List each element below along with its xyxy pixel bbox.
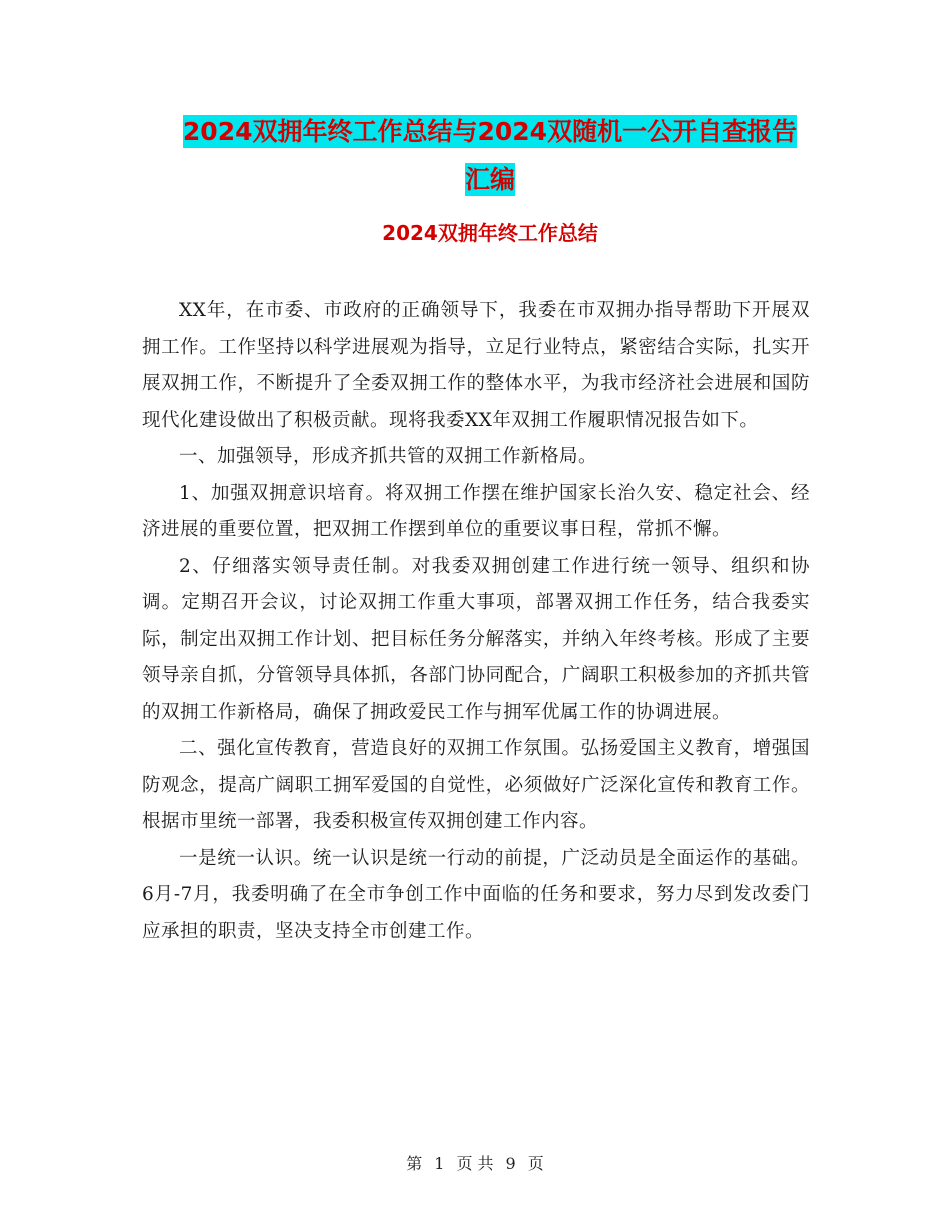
footer-label-page: 第: [406, 1154, 423, 1173]
paragraph: 2、仔细落实领导责任制。对我委双拥创建工作进行统一领导、组织和协调。定期召开会议，讨论双拥工作重大事项，部署双拥工作任务，结合我委实际，制定出双拥工作计划、把目标任务分解落实，并纳入年终考核。形成了主要领导亲自抓，分管领导具体抓，各部门协同配合，广阔职工积极参加的齐抓共管的双拥工作新格局，确保了拥政爱民工作与拥军优属工作的协调进展。: [142, 555, 810, 723]
document-title-line2: 汇编: [464, 165, 515, 194]
footer-label-end: 页: [527, 1154, 544, 1173]
footer-total-pages: 9: [505, 1154, 516, 1173]
paragraph: 一是统一认识。统一认识是统一行动的前提，广泛动员是全面运作的基础。6月-7月，我委明确了在全市争创工作中面临的任务和要求，努力尽到发改委门应承担的职责，坚决支持全市创建工作。: [142, 847, 810, 942]
paragraph: 二、强化宣传教育，营造良好的双拥工作氛围。弘扬爱国主义教育，增强国防观念，提高广阔职工拥军爱国的自觉性，必须做好广泛深化宣传和教育工作。根据市里统一部署，我委积极宣传双拥创建工作内容。: [142, 738, 810, 832]
footer-current-page: 1: [434, 1154, 445, 1173]
footer-label-of: 页 共: [456, 1154, 494, 1173]
section-title: 2024双拥年终工作总结: [382, 221, 598, 245]
paragraph: XX年，在市委、市政府的正确领导下，我委在市双拥办指导帮助下开展双拥工作。工作坚持以科学进展观为指导，立足行业特点，紧密结合实际，扎实开展双拥工作，不断提升了全委双拥工作的整体水平，为我市经济社会进展和国防现代化建设做出了积极贡献。现将我委XX年双拥工作履职情况报告如下。: [142, 300, 810, 431]
document-body: [142, 293, 810, 950]
document-title-line1: 2024双拥年终工作总结与2024双随机一公开自查报告: [182, 117, 798, 146]
paragraph: 1、加强双拥意识培育。将双拥工作摆在维护国家长治久安、稳定社会、经济进展的重要位置，把双拥工作摆到单位的重要议事日程，常抓不懈。: [142, 482, 810, 540]
document-title: [140, 108, 840, 204]
page-footer: [0, 1152, 950, 1176]
paragraph: 一、加强领导，形成齐抓共管的双拥工作新格局。: [179, 446, 598, 467]
